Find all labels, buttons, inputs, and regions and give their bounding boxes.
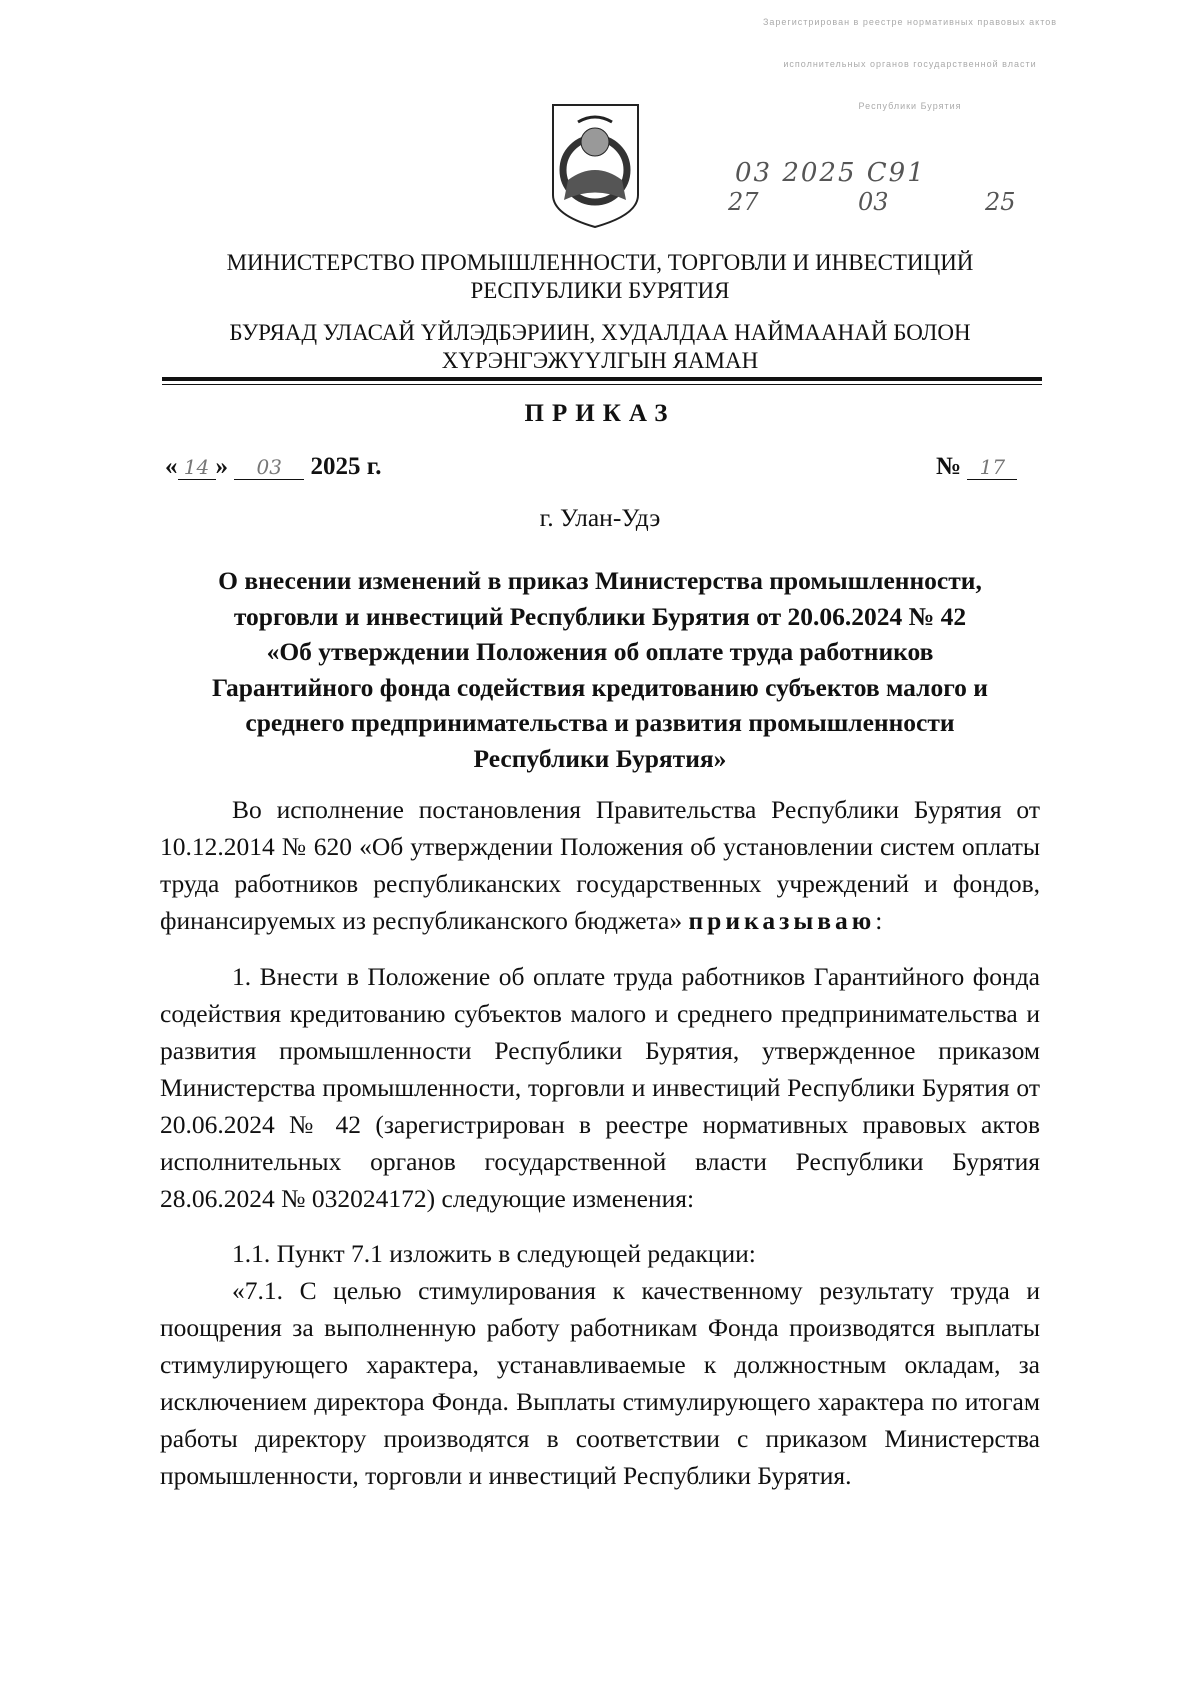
stamp-line: Зарегистрирован в реестре нормативных правовых актов xyxy=(762,17,1058,27)
header-divider-thin xyxy=(162,384,1042,385)
stamp-reg-month: 03 xyxy=(858,188,889,216)
subject-line: О внесении изменений в приказ Министерства промышленности, xyxy=(218,566,982,595)
stamp-reg-day: 27 xyxy=(728,188,759,216)
preamble-paragraph xyxy=(160,791,1040,939)
ministry-name-bua-line: БУРЯАД УЛАСАЙ ҮЙЛЭДБЭРИИН, ХУДАЛДАА НАЙМААНАЙ БОЛОН xyxy=(229,320,971,345)
stamp-reg-year: 25 xyxy=(985,188,1016,216)
item-1-1-paragraph xyxy=(160,1235,1040,1494)
order-word: приказываю xyxy=(688,906,876,935)
item-1-1-text: 1.1. Пункт 7.1 изложить в следующей редакции: xyxy=(232,1239,756,1268)
item-7-1-text: «7.1. С целью стимулирования к качественному результату труда и поощрения за выполненную работу работникам Фонда производятся выплаты стимулирующего характера, устанавливаемые к должностным окладам, за исключением директора Фонда. Выплаты стимулирующего характера по итогам работы директору производятся в соответствии с приказом Министерства промышленности, торговли и инвестиций Республики Бурятия. xyxy=(160,1276,1040,1490)
document-type: ПРИКАЗ xyxy=(524,400,676,427)
subject-line: Республики Бурятия» xyxy=(473,743,727,773)
stamp-reg-number: 03 2025 С91 xyxy=(735,158,926,188)
ministry-name-bua xyxy=(160,319,1040,375)
subject-line: Гарантийного фонда содействия кредитованию субъектов малого и xyxy=(212,672,988,702)
number-label: № xyxy=(936,453,962,480)
subject-line: среднего предпринимательства и развития промышленности xyxy=(245,708,955,737)
order-colon: : xyxy=(875,906,883,935)
date-day: 14 xyxy=(178,455,216,480)
item-1-text: 1. Внести в Положение об оплате труда работников Гарантийного фонда содействия кредитованию субъектов малого и среднего предпринимательства и развития промышленности Республики Бурятия, утвержденное приказом Министерства промышленности, торговли и инвестиций Республики Бурятия от 20.06.2024 № 42 (зарегистрирован в реестре нормативных правовых актов исполнительных органов государственной власти Республики Бурятия 28.06.2024 № 032024172) следующие изменения: xyxy=(160,962,1040,1213)
header-divider-thick xyxy=(162,377,1042,381)
subject-line: торговли и инвестиций Республики Бурятия от 20.06.2024 № 42 xyxy=(233,601,967,631)
ministry-name-ru xyxy=(160,249,1040,305)
date-quote: « xyxy=(165,453,178,480)
stamp-line: исполнительных органов государственной власти xyxy=(783,59,1037,69)
document-subject xyxy=(160,563,1040,776)
number-value: 17 xyxy=(967,455,1017,480)
date-quote: » xyxy=(215,453,228,480)
document-date xyxy=(165,453,382,481)
ministry-name-ru-line: РЕСПУБЛИКИ БУРЯТИЯ xyxy=(470,278,730,303)
preamble-text: Во исполнение постановления Правительства Республики Бурятия от 10.12.2014 № 620 «Об утверждении Положения об установлении систем оплаты труда работников республиканских государственных учреждений и фондов, финансируемых из республиканского бюджета» xyxy=(160,795,1040,935)
ministry-name-ru-line: МИНИСТЕРСТВО ПРОМЫШЛЕННОСТИ, ТОРГОВЛИ И ИНВЕСТИЦИЙ xyxy=(226,250,974,275)
date-year: 2025 г. xyxy=(310,453,382,480)
item-1-paragraph xyxy=(160,958,1040,1217)
subject-line: «Об утверждении Положения об оплате труда работников xyxy=(266,637,934,666)
document-number xyxy=(936,453,1017,481)
date-month: 03 xyxy=(234,455,304,480)
registration-stamp xyxy=(680,16,1140,112)
city: г. Улан-Удэ xyxy=(539,503,661,532)
coat-of-arms-emblem xyxy=(548,100,643,230)
ministry-name-bua-line: ХҮРЭНГЭЖҮҮЛГЫН ЯАМАН xyxy=(441,348,759,373)
stamp-line: Республики Бурятия xyxy=(858,101,962,111)
